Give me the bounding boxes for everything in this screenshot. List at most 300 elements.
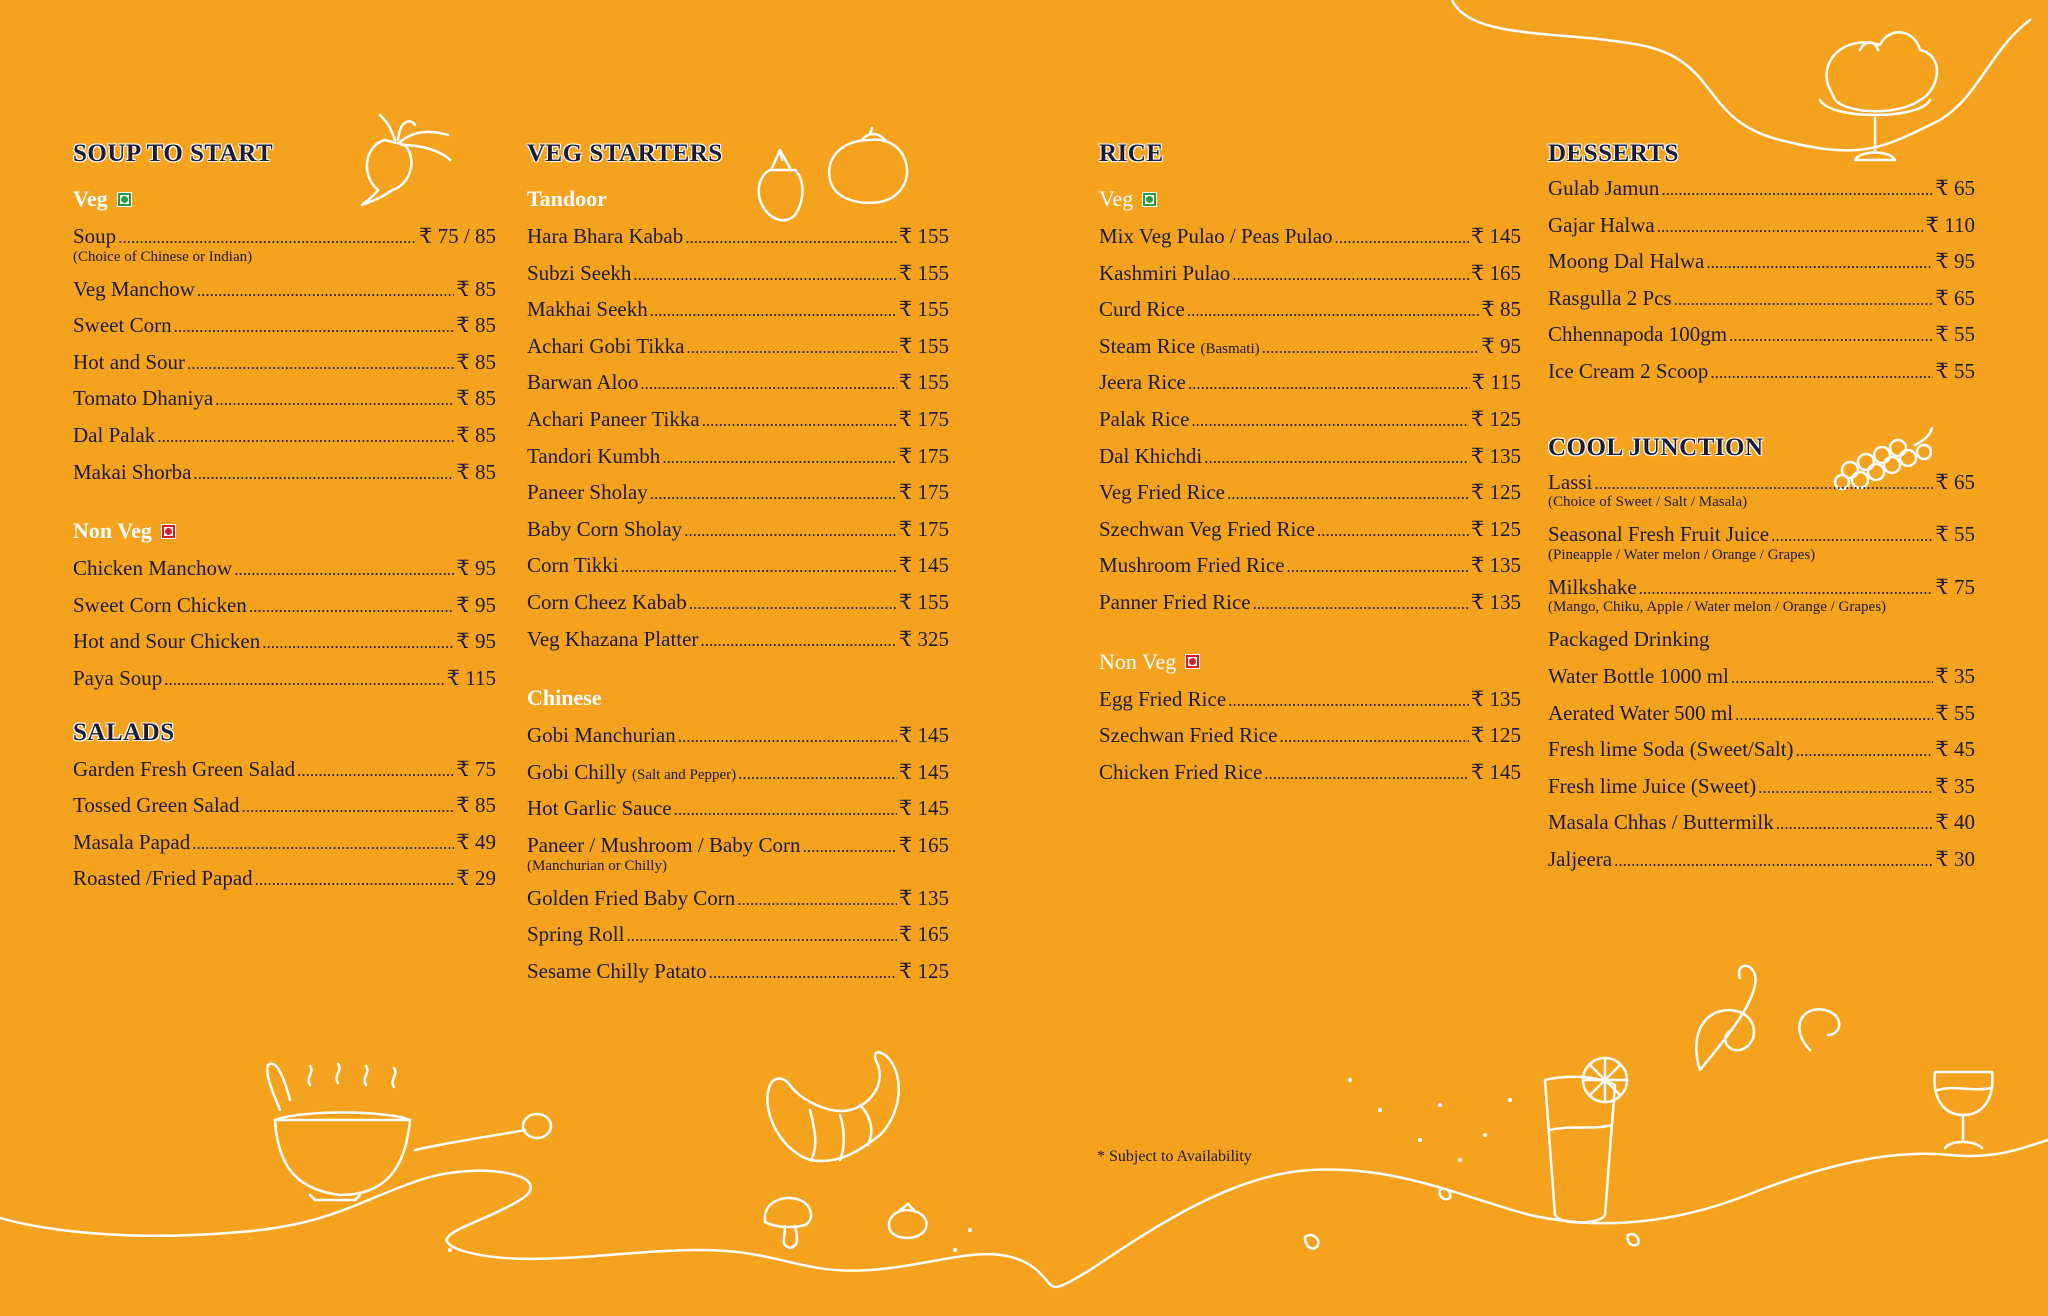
item-name-text: Gobi Chilly — [527, 759, 633, 784]
leader-dots — [174, 307, 455, 346]
menu-item — [527, 717, 949, 754]
item-price: ₹ 125 — [1471, 511, 1521, 548]
item-price: ₹ 145 — [1471, 218, 1521, 255]
item-price: ₹ 145 — [899, 754, 949, 791]
item-price: ₹ 175 — [899, 401, 949, 438]
menu-item — [73, 344, 496, 381]
item-name — [1099, 401, 1189, 438]
item-price: ₹ 135 — [1471, 438, 1521, 475]
leader-dots — [1335, 218, 1469, 257]
item-name-text: Golden Fried Baby Corn — [527, 885, 736, 910]
item-price: ₹ 125 — [1471, 401, 1521, 438]
item-name — [527, 790, 672, 827]
item-price: ₹ 85 — [456, 454, 496, 491]
leader-dots — [650, 291, 897, 330]
menu-item — [1548, 804, 1975, 841]
item-price: ₹ 135 — [1471, 681, 1521, 718]
leader-dots — [1317, 511, 1469, 550]
menu-item — [1548, 658, 1975, 695]
column-desserts-drinks — [1548, 140, 1975, 878]
leader-dots — [738, 754, 897, 793]
item-note: (Manchurian or Chilly) — [527, 857, 667, 874]
item-name-text: Jeera Rice — [1099, 370, 1186, 395]
soup-veg-list — [73, 218, 496, 490]
leader-dots — [157, 417, 454, 456]
leader-dots — [687, 328, 897, 367]
menu-item — [1099, 328, 1521, 365]
leader-dots — [241, 787, 454, 826]
item-price: ₹ 155 — [899, 328, 949, 365]
item-name — [1548, 243, 1704, 280]
menu-item — [73, 824, 496, 861]
menu-item — [1099, 401, 1521, 438]
leader-dots — [662, 438, 897, 477]
menu-item — [73, 587, 496, 624]
item-name — [527, 364, 638, 401]
item-name-text: Makhai Seekh — [527, 297, 648, 322]
menu-item — [73, 860, 496, 897]
item-name — [73, 271, 195, 308]
item-name — [73, 307, 172, 344]
item-name-text: Spring Roll — [527, 922, 625, 947]
item-note: (Choice of Chinese or Indian) — [73, 248, 253, 265]
item-price: ₹ 85 — [1481, 291, 1521, 328]
item-price: ₹ 155 — [899, 584, 949, 621]
leader-dots — [1706, 243, 1933, 282]
leader-dots — [1191, 401, 1468, 440]
item-name-text: Soup — [73, 224, 117, 248]
item-name — [1548, 731, 1794, 768]
leader-dots — [1796, 731, 1934, 770]
item-price: ₹ 30 — [1935, 841, 1975, 878]
menu-item — [1099, 547, 1521, 584]
item-name — [1099, 474, 1225, 511]
menu-item — [73, 623, 496, 660]
menu-item — [1548, 841, 1975, 878]
item-name — [1099, 438, 1202, 475]
subsection-nonveg — [73, 516, 496, 546]
item-note: (Choice of Sweet / Salt / Masala) — [1548, 494, 1748, 511]
leader-dots — [1227, 474, 1469, 513]
item-name — [527, 511, 682, 548]
item-price: ₹ 65 — [1935, 280, 1975, 317]
leader-dots — [164, 660, 444, 699]
leader-dots — [1657, 207, 1924, 246]
leader-dots — [709, 953, 897, 992]
salads-list — [73, 751, 496, 897]
item-name — [527, 218, 683, 255]
item-name-text: Lassi — [1548, 469, 1593, 494]
item-name-text: Sweet Corn — [73, 313, 172, 338]
item-price: ₹ 35 — [1935, 768, 1975, 805]
item-name — [1548, 658, 1729, 695]
item-price: ₹ 135 — [1471, 584, 1521, 621]
item-name — [73, 824, 190, 861]
menu-item — [1099, 474, 1521, 511]
menu-item — [73, 550, 496, 587]
item-price: ₹ 165 — [1471, 255, 1521, 292]
item-name-text: Hot Garlic Sauce — [527, 796, 672, 821]
item-price: ₹ 165 — [899, 916, 949, 953]
subsection-nonveg — [1099, 647, 1521, 677]
leader-dots — [650, 474, 897, 513]
item-price: ₹ 175 — [899, 438, 949, 475]
item-name — [527, 953, 707, 990]
leader-dots — [684, 511, 897, 550]
item-name-text: Tandori Kumbh — [527, 443, 661, 468]
item-price: ₹ 55 — [1935, 353, 1975, 390]
bubble-decoration — [1305, 1189, 1638, 1249]
item-price: ₹ 55 — [1935, 516, 1975, 553]
menu-item — [1099, 438, 1521, 475]
leader-dots — [215, 380, 454, 419]
item-price: ₹ 75 — [1935, 569, 1975, 606]
menu-item — [1548, 695, 1975, 732]
item-name — [73, 587, 247, 624]
item-name-text: Gajar Halwa — [1548, 212, 1655, 237]
item-name-text: Dal Khichdi — [1099, 443, 1203, 468]
item-name-text: Hot and Sour Chicken — [73, 629, 261, 654]
item-name-text: Chicken Fried Rice — [1099, 759, 1263, 784]
section-title-veg-starters: VEG STARTERS — [527, 140, 723, 167]
item-name — [527, 754, 736, 794]
item-name — [1548, 280, 1672, 317]
menu-item — [73, 787, 496, 824]
leader-dots — [1731, 658, 1934, 697]
leader-dots — [621, 547, 897, 586]
item-name — [73, 550, 232, 587]
nonveg-symbol-icon — [162, 525, 175, 538]
column-soups-salads — [73, 140, 496, 897]
item-name-text: Gobi Manchurian — [527, 723, 676, 748]
subsection-veg — [73, 184, 496, 214]
item-price: ₹ 155 — [899, 291, 949, 328]
menu-item — [73, 271, 496, 308]
item-name — [1099, 754, 1262, 791]
item-name — [527, 255, 631, 292]
leader-dots — [1661, 170, 1933, 209]
item-price: ₹ 175 — [899, 474, 949, 511]
item-price: ₹ 29 — [456, 860, 496, 897]
item-name-text: Panner Fried Rice — [1099, 589, 1251, 614]
column-rice — [1099, 140, 1521, 790]
item-price: ₹ 55 — [1935, 695, 1975, 732]
item-name — [1099, 255, 1230, 292]
item-name-text: Seasonal Fresh Fruit Juice — [1548, 522, 1770, 547]
item-name-text: Milkshake — [1548, 574, 1637, 599]
leader-dots — [1228, 681, 1469, 720]
item-name — [527, 328, 685, 365]
item-name-text: Achari Gobi Tikka — [527, 333, 685, 358]
item-price: ₹ 95 — [1481, 328, 1521, 365]
menu-item — [527, 255, 949, 292]
leader-dots — [1253, 584, 1469, 623]
item-name-text: Fresh lime Juice (Sweet) — [1548, 773, 1757, 798]
rice-veg-list — [1099, 218, 1521, 621]
item-name — [1548, 768, 1756, 805]
item-name — [1548, 695, 1733, 732]
leader-dots — [1188, 364, 1470, 403]
item-qualifier: (Salt and Pepper) — [632, 766, 737, 783]
cool-junction-list-2 — [1548, 658, 1975, 878]
leader-dots — [640, 364, 896, 403]
section-title-desserts: DESSERTS — [1548, 140, 1679, 167]
subsection-label: Veg — [1099, 186, 1134, 211]
item-name — [527, 547, 619, 584]
leader-dots — [1710, 353, 1933, 392]
cool-junction-list — [1548, 464, 1975, 616]
item-name — [1099, 364, 1186, 401]
item-name-text: Aerated Water 500 ml — [1548, 700, 1734, 725]
item-name — [1099, 681, 1226, 718]
soup-nonveg-list — [73, 550, 496, 696]
subsection-tandoor — [527, 184, 949, 214]
leader-dots — [234, 550, 454, 589]
item-price: ₹ 40 — [1935, 804, 1975, 841]
menu-item — [1548, 280, 1975, 317]
menu-item — [527, 547, 949, 584]
leader-dots — [737, 880, 897, 919]
column-veg-starters — [527, 140, 949, 989]
item-name — [73, 344, 185, 381]
item-name-text: Rasgulla 2 Pcs — [1548, 285, 1672, 310]
leader-dots — [674, 790, 897, 829]
item-name-text: Moong Dal Halwa — [1548, 249, 1705, 274]
item-name — [1548, 841, 1612, 878]
item-name-text: Tossed Green Salad — [73, 793, 240, 818]
item-name — [527, 717, 676, 754]
item-name — [73, 623, 260, 660]
section-title-salads: SALADS — [73, 718, 175, 746]
menu-item — [527, 621, 949, 658]
menu-item — [73, 380, 496, 417]
nonveg-symbol-icon — [1186, 655, 1199, 668]
item-name — [73, 660, 162, 697]
juice-glass-icon — [1545, 1058, 1627, 1223]
item-price: ₹ 95 — [456, 587, 496, 624]
section-title-cool-junction: COOL JUNCTION — [1548, 433, 1764, 461]
menu-item — [1548, 768, 1975, 805]
item-name-text: Szechwan Veg Fried Rice — [1099, 516, 1315, 541]
menu-item — [1548, 731, 1975, 768]
ribbon-top-right — [1452, 0, 2030, 150]
item-name-text: Subzi Seekh — [527, 260, 632, 285]
menu-item — [1099, 754, 1521, 791]
item-name — [1099, 547, 1284, 584]
menu-item — [527, 916, 949, 953]
item-name-text: Gulab Jamun — [1548, 176, 1660, 200]
menu-item — [527, 474, 949, 511]
item-price: ₹ 165 — [899, 827, 949, 864]
menu-item — [1548, 353, 1975, 390]
item-name-text: Sweet Corn Chicken — [73, 592, 247, 617]
item-name-text: Chhennapoda 100gm — [1548, 322, 1728, 347]
leader-dots — [689, 584, 897, 623]
menu-item — [527, 880, 949, 917]
item-name-text: Curd Rice — [1099, 297, 1185, 322]
item-price: ₹ 85 — [456, 271, 496, 308]
leader-dots — [702, 401, 897, 440]
item-price: ₹ 125 — [1471, 474, 1521, 511]
item-price: ₹ 125 — [899, 953, 949, 990]
leader-dots — [255, 860, 455, 899]
menu-item — [527, 953, 949, 990]
menu-item — [527, 511, 949, 548]
item-name — [527, 621, 698, 658]
item-name-text: Tomato Dhaniya — [73, 386, 214, 411]
item-price: ₹ 95 — [456, 550, 496, 587]
item-price: ₹ 85 — [456, 344, 496, 381]
item-name — [527, 474, 648, 511]
item-name-text: Kashmiri Pulao — [1099, 260, 1231, 285]
item-name — [1548, 170, 1659, 207]
item-price: ₹ 55 — [1935, 316, 1975, 353]
item-price: ₹ 135 — [1471, 547, 1521, 584]
item-name-text: Hot and Sour — [73, 349, 185, 374]
soup-bowl-icon — [267, 1064, 551, 1200]
item-price: ₹ 49 — [456, 824, 496, 861]
desserts-list — [1548, 170, 1975, 390]
menu-item — [1548, 170, 1975, 207]
leader-dots — [249, 587, 455, 626]
item-price: ₹ 110 — [1926, 207, 1975, 244]
leader-dots — [685, 218, 897, 257]
leader-dots — [192, 824, 454, 863]
item-name — [73, 380, 213, 417]
small-tomato-icon — [889, 1204, 927, 1238]
item-name — [527, 291, 648, 328]
item-name — [527, 880, 735, 917]
leader-dots — [1232, 255, 1469, 294]
wine-glass-icon — [1935, 1072, 1993, 1148]
leader-dots — [197, 271, 454, 310]
subsection-label: Non Veg — [1099, 648, 1177, 674]
menu-item — [527, 291, 949, 328]
swirl-decoration — [1696, 966, 1839, 1070]
leader-dots — [633, 255, 896, 294]
leader-dots — [193, 454, 454, 493]
section-title-soup: SOUP TO START — [73, 140, 274, 167]
item-name-text: Steam Rice — [1099, 333, 1201, 358]
leader-dots — [1286, 547, 1468, 586]
rice-nonveg-list — [1099, 681, 1521, 791]
item-name — [527, 916, 624, 953]
item-name-text: Hara Bhara Kabab — [527, 224, 684, 248]
item-note: (Mango, Chiku, Apple / Water melon / Orange / Grapes) — [1548, 599, 1887, 616]
item-name-text: Palak Rice — [1099, 406, 1190, 431]
item-price: ₹ 95 — [456, 623, 496, 660]
leader-dots — [187, 344, 454, 383]
leader-dots — [262, 623, 454, 662]
leader-dots — [1776, 804, 1934, 843]
subsection-label: Veg — [73, 186, 108, 211]
item-name-text: Corn Cheez Kabab — [527, 589, 687, 614]
item-name-text: Roasted /Fried Papad — [73, 866, 253, 891]
item-name-text: Makai Shorba — [73, 459, 192, 484]
item-price: ₹ 115 — [447, 660, 496, 697]
item-price: ₹ 155 — [899, 364, 949, 401]
item-name — [1099, 511, 1315, 548]
item-name — [1548, 207, 1655, 244]
menu-item — [527, 754, 949, 791]
menu-item — [1548, 243, 1975, 280]
menu-item — [527, 364, 949, 401]
menu-item — [527, 438, 949, 475]
item-name-text: Fresh lime Soda (Sweet/Salt) — [1548, 737, 1794, 762]
leader-dots — [1262, 328, 1480, 367]
item-name-text: Mushroom Fried Rice — [1099, 553, 1285, 578]
menu-item — [73, 751, 496, 788]
packaged-drinking-label: Packaged Drinking — [1548, 627, 1710, 652]
item-name — [527, 401, 700, 438]
item-price: ₹ 85 — [456, 307, 496, 344]
menu-item — [527, 790, 949, 827]
item-name — [1099, 218, 1333, 255]
item-price: ₹ 65 — [1935, 170, 1975, 207]
veg-symbol-icon — [118, 193, 131, 206]
menu-item — [1099, 255, 1521, 292]
item-name — [1099, 584, 1251, 621]
menu-item — [1099, 511, 1521, 548]
leader-dots — [1758, 768, 1933, 807]
item-name — [1548, 353, 1708, 390]
item-price: ₹ 145 — [1471, 754, 1521, 791]
item-name-text: Masala Chhas / Buttermilk — [1548, 810, 1774, 835]
item-price: ₹ 145 — [899, 547, 949, 584]
item-price: ₹ 115 — [1472, 364, 1521, 401]
item-name-text: Jaljeera — [1548, 846, 1613, 871]
subsection-chinese — [527, 683, 949, 713]
item-name — [73, 417, 155, 454]
item-name-text: Szechwan Fried Rice — [1099, 723, 1278, 748]
item-price: ₹ 75 — [456, 751, 496, 788]
leader-dots — [1264, 754, 1469, 793]
item-name-text: Corn Tikki — [527, 553, 619, 578]
menu-item — [1099, 291, 1521, 328]
menu-item — [73, 417, 496, 454]
item-name-text: Achari Paneer Tikka — [527, 406, 700, 431]
menu-item — [527, 584, 949, 621]
mushroom-icon — [765, 1198, 811, 1248]
croissant-icon — [767, 1052, 898, 1161]
menu-item — [1548, 207, 1975, 244]
menu-item — [1099, 218, 1521, 255]
item-name — [1548, 804, 1774, 841]
item-price: ₹ 85 — [456, 380, 496, 417]
item-name — [527, 438, 660, 475]
item-qualifier: (Basmati) — [1200, 340, 1260, 357]
leader-dots — [1187, 291, 1480, 330]
menu-item — [73, 307, 496, 344]
item-price: ₹ 75 / 85 — [419, 218, 496, 255]
item-price: ₹ 145 — [899, 717, 949, 754]
item-name — [73, 454, 191, 491]
item-name-text: Chicken Manchow — [73, 556, 233, 581]
item-price: ₹ 145 — [899, 790, 949, 827]
menu-item — [1099, 681, 1521, 718]
item-name — [1099, 291, 1185, 328]
item-name-text: Veg Manchow — [73, 276, 195, 301]
item-name — [1099, 717, 1277, 754]
item-name-text: Masala Papad — [73, 829, 191, 854]
menu-item — [1099, 364, 1521, 401]
item-price: ₹ 325 — [899, 621, 949, 658]
tandoor-list — [527, 218, 949, 657]
item-name — [1548, 316, 1727, 353]
subsection-veg — [1099, 184, 1521, 214]
leader-dots — [678, 717, 897, 756]
leader-dots — [803, 827, 897, 866]
